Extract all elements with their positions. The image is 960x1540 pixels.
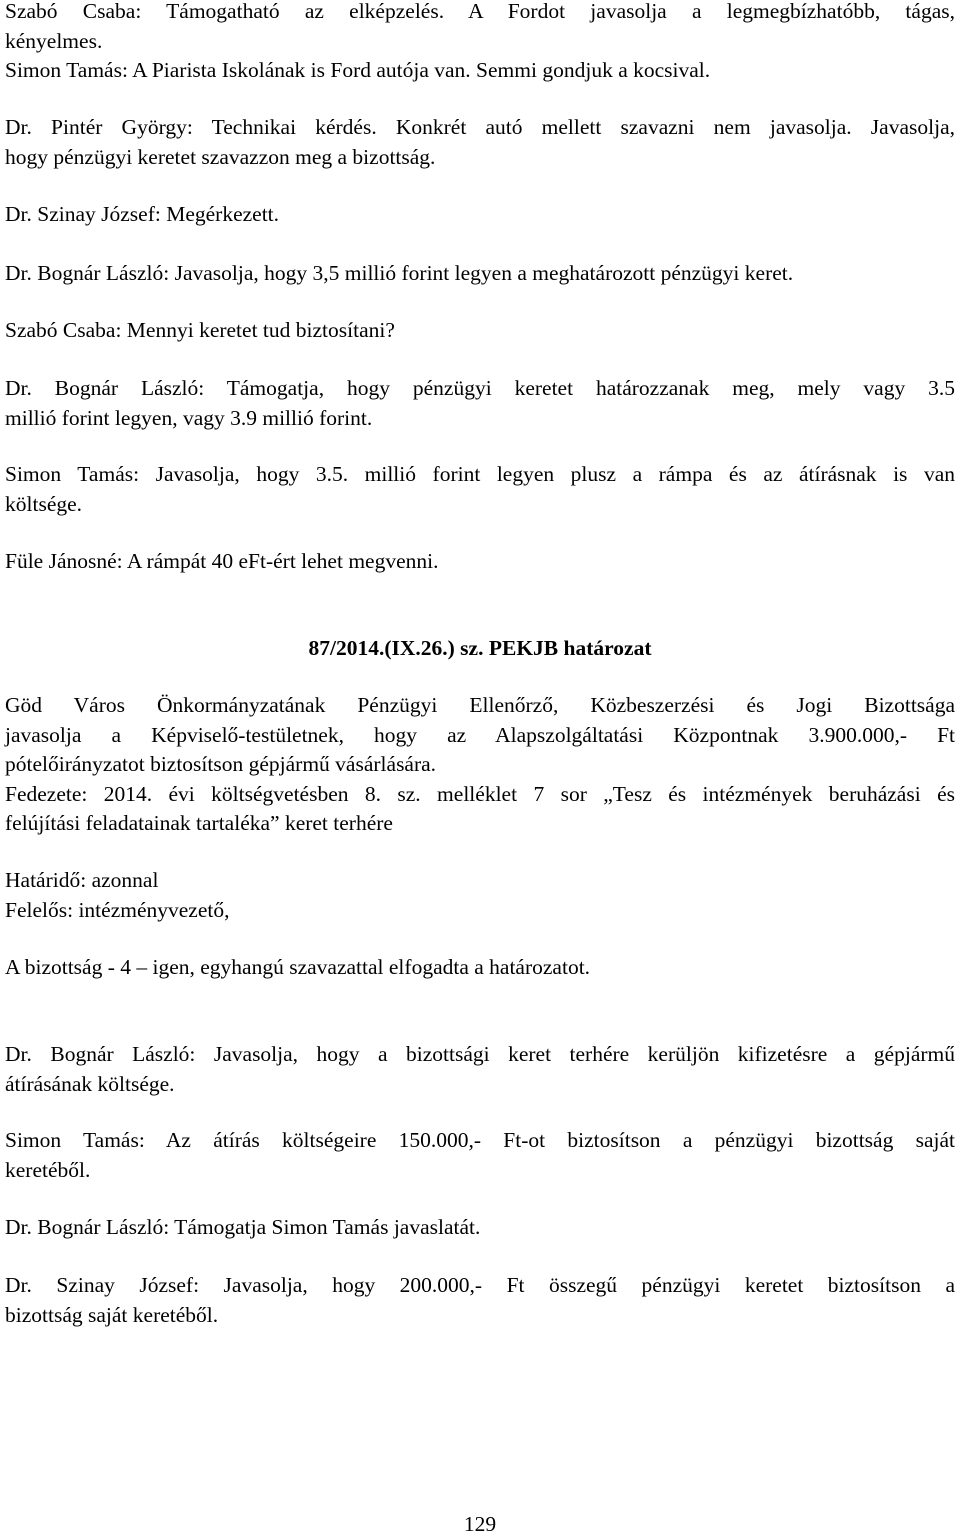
statement-szinay-jozsef-2	[5, 1271, 955, 1330]
deadline-line: Határidő: azonnal	[5, 868, 159, 892]
text-line: javasolja a Képviselő-testületnek, hogy az Alapszolgáltatási Központnak 3.900.000,- Ft	[5, 722, 955, 747]
text-line: Dr. Bognár László: Támogatja Simon Tamás javaslatát.	[5, 1215, 481, 1239]
text-line: Füle Jánosné: A rámpát 40 eFt-ért lehet megvenni.	[5, 549, 439, 573]
text-line: hogy pénzügyi keretet szavazzon meg a bizottság.	[5, 144, 436, 169]
text-line: költsége.	[5, 491, 83, 516]
text-line: pótelőirányzatot biztosítson gépjármű vásárlására.	[5, 752, 437, 776]
statement-szabo-csaba-1	[5, 0, 955, 56]
text-line: Göd Város Önkormányzatának Pénzügyi Ellenőrző, Közbeszerzési és Jogi Bizottsága	[5, 693, 955, 717]
text-line: Dr. Pintér György: Technikai kérdés. Konkrét autó mellett szavazni nem javasolja. Javasolja,	[5, 115, 955, 139]
text-line: Dr. Bognár László: Javasolja, hogy 3,5 millió forint legyen a meghatározott pénzügyi keret.	[5, 261, 794, 285]
page-number: 129	[463, 1512, 497, 1536]
text-line: Dr. Bognár László: Javasolja, hogy a bizottsági keret terhére kerüljön kifizetésre a gépjármű	[5, 1042, 955, 1066]
text-line: Simon Tamás: Javasolja, hogy 3.5. millió forint legyen plusz a rámpa és az átírásnak is van	[5, 462, 955, 486]
text-line: kényelmes.	[5, 28, 103, 53]
statement-bognar-laszlo-3	[5, 1040, 955, 1099]
statement-simon-tamas-1	[5, 56, 955, 86]
text-line: felújítási feladatainak tartaléka” keret terhére	[5, 811, 393, 835]
text-line: millió forint legyen, vagy 3.9 millió forint.	[5, 405, 373, 430]
text-line: bizottság saját keretéből.	[5, 1302, 219, 1327]
statement-simon-tamas-3	[5, 1126, 955, 1185]
text-line: Szabó Csaba: Támogatható az elképzelés. A Fordot javasolja a legmegbízhatóbb, tágas,	[5, 0, 955, 23]
text-line: Dr. Szinay József: Javasolja, hogy 200.000,- Ft összegű pénzügyi keretet biztosítson a	[5, 1273, 955, 1297]
text-line: keretéből.	[5, 1157, 91, 1182]
statement-pinter-gyorgy	[5, 113, 955, 172]
statement-fule-janosne	[5, 547, 955, 577]
resolution-heading: 87/2014.(IX.26.) sz. PEKJB határozat	[308, 636, 652, 660]
statement-szinay-jozsef-1	[5, 200, 955, 230]
text-line: Simon Tamás: Az átírás költségeire 150.000,- Ft-ot biztosítson a pénzügyi bizottság saját	[5, 1128, 955, 1152]
text-line: átírásának költsége.	[5, 1071, 175, 1096]
responsible-line: Felelős: intézményvezető,	[5, 897, 230, 922]
vote-result	[5, 953, 955, 983]
statement-bognar-laszlo-2	[5, 374, 955, 433]
text-line: A bizottság - 4 – igen, egyhangú szavazattal elfogadta a határozatot.	[5, 955, 591, 979]
text-line: Dr. Szinay József: Megérkezett.	[5, 202, 280, 226]
statement-simon-tamas-2	[5, 460, 955, 519]
text-line: Szabó Csaba: Mennyi keretet tud biztosítani?	[5, 318, 395, 342]
text-line: Fedezete: 2014. évi költségvetésben 8. sz. melléklet 7 sor „Tesz és intézmények beruházási és	[5, 781, 955, 806]
text-line: Simon Tamás: A Piarista Iskolának is Ford autója van. Semmi gondjuk a kocsival.	[5, 58, 711, 82]
statement-szabo-csaba-2	[5, 316, 955, 346]
statement-bognar-laszlo-4	[5, 1213, 955, 1243]
resolution-body	[5, 691, 955, 839]
statement-bognar-laszlo-1	[5, 259, 955, 289]
text-line: Dr. Bognár László: Támogatja, hogy pénzügyi keretet határozzanak meg, mely vagy 3.5	[5, 376, 955, 400]
resolution-deadline-block	[5, 866, 955, 925]
